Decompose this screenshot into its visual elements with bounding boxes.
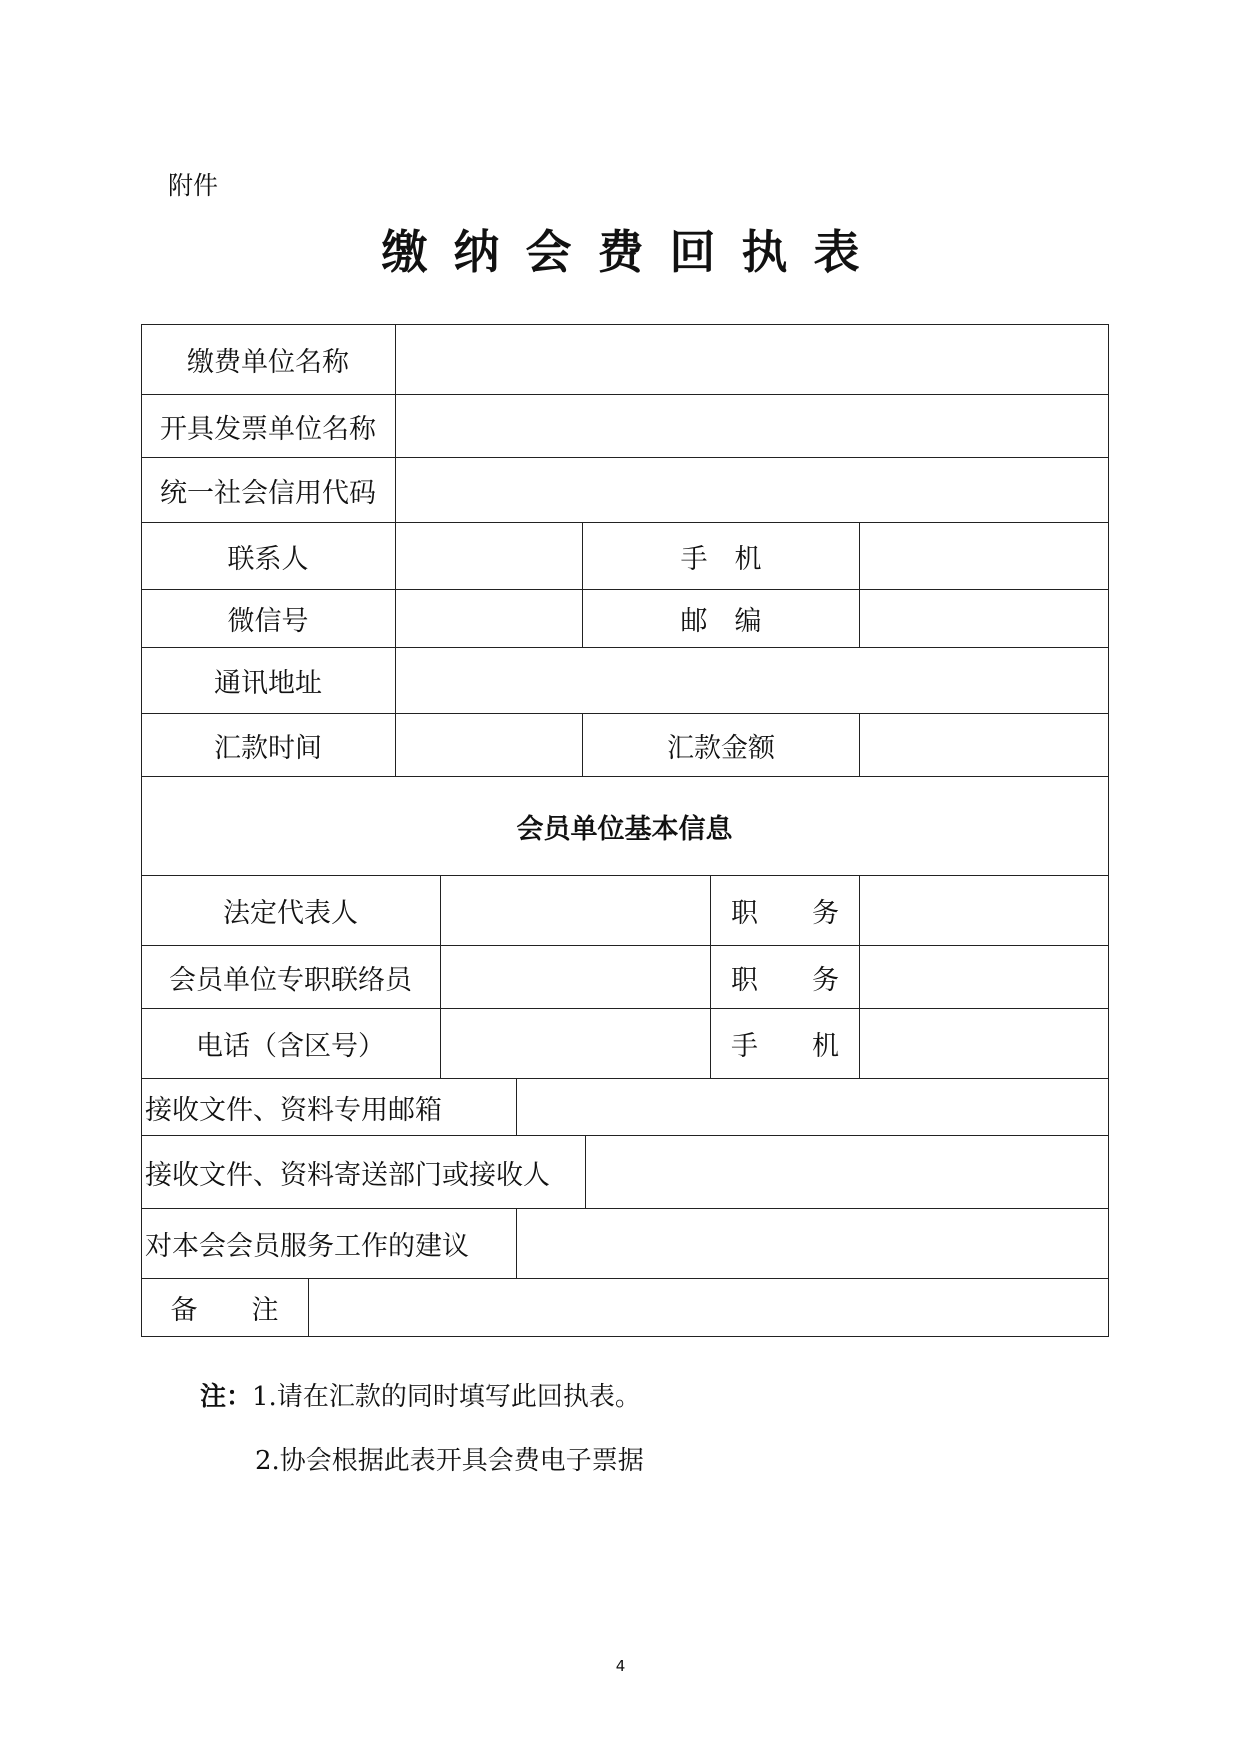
label-wechat: 微信号 (141, 590, 396, 648)
label-contact-person: 联系人 (141, 523, 396, 590)
mobile-field[interactable] (860, 523, 1109, 590)
page-title: 缴纳会费回执表 (381, 225, 886, 279)
remarks-field[interactable] (309, 1279, 1109, 1337)
label-remarks: 备 注 (141, 1279, 309, 1337)
label-suggestion: 对本会会员服务工作的建议 (141, 1209, 517, 1279)
label-position-2: 职 务 (711, 946, 860, 1009)
note-1 (200, 1376, 641, 1413)
phone-field[interactable] (441, 1009, 711, 1079)
contact-person-field[interactable] (396, 523, 583, 590)
label-fee-unit-name: 缴费单位名称 (141, 324, 396, 395)
mobile-2-field[interactable] (860, 1009, 1109, 1079)
attachment-label: 附件 (168, 171, 219, 200)
label-remit-time: 汇款时间 (141, 714, 396, 777)
label-phone: 电话（含区号） (141, 1009, 441, 1079)
label-mobile: 手 机 (583, 523, 860, 590)
mail-dept-field[interactable] (586, 1136, 1109, 1209)
note-1-text: 1.请在汇款的同时填写此回执表。 (252, 1382, 641, 1412)
postcode-field[interactable] (860, 590, 1109, 648)
credit-code-field[interactable] (396, 458, 1109, 523)
remit-time-field[interactable] (396, 714, 583, 777)
note-2: 2.协会根据此表开具会费电子票据 (255, 1446, 644, 1476)
position-2-field[interactable] (860, 946, 1109, 1009)
label-mobile-2: 手 机 (711, 1009, 860, 1079)
address-field[interactable] (396, 648, 1109, 714)
label-mail-dept: 接收文件、资料寄送部门或接收人 (141, 1136, 586, 1209)
fee-unit-name-field[interactable] (396, 324, 1109, 395)
label-legal-rep: 法定代表人 (141, 876, 441, 946)
page-number: 4 (615, 1657, 626, 1675)
section-title-member-info: 会员单位基本信息 (141, 777, 1109, 876)
label-address: 通讯地址 (141, 648, 396, 714)
remit-amount-field[interactable] (860, 714, 1109, 777)
label-email: 接收文件、资料专用邮箱 (141, 1079, 517, 1136)
label-invoice-unit-name: 开具发票单位名称 (141, 395, 396, 458)
wechat-field[interactable] (396, 590, 583, 648)
note-prefix: 注： (200, 1382, 253, 1412)
label-liaison: 会员单位专职联络员 (141, 946, 441, 1009)
email-field[interactable] (517, 1079, 1109, 1136)
label-credit-code: 统一社会信用代码 (141, 458, 396, 523)
label-position: 职 务 (711, 876, 860, 946)
suggestion-field[interactable] (517, 1209, 1109, 1279)
position-field[interactable] (860, 876, 1109, 946)
legal-rep-field[interactable] (441, 876, 711, 946)
label-remit-amount: 汇款金额 (583, 714, 860, 777)
label-postcode: 邮 编 (583, 590, 860, 648)
liaison-field[interactable] (441, 946, 711, 1009)
invoice-unit-name-field[interactable] (396, 395, 1109, 458)
